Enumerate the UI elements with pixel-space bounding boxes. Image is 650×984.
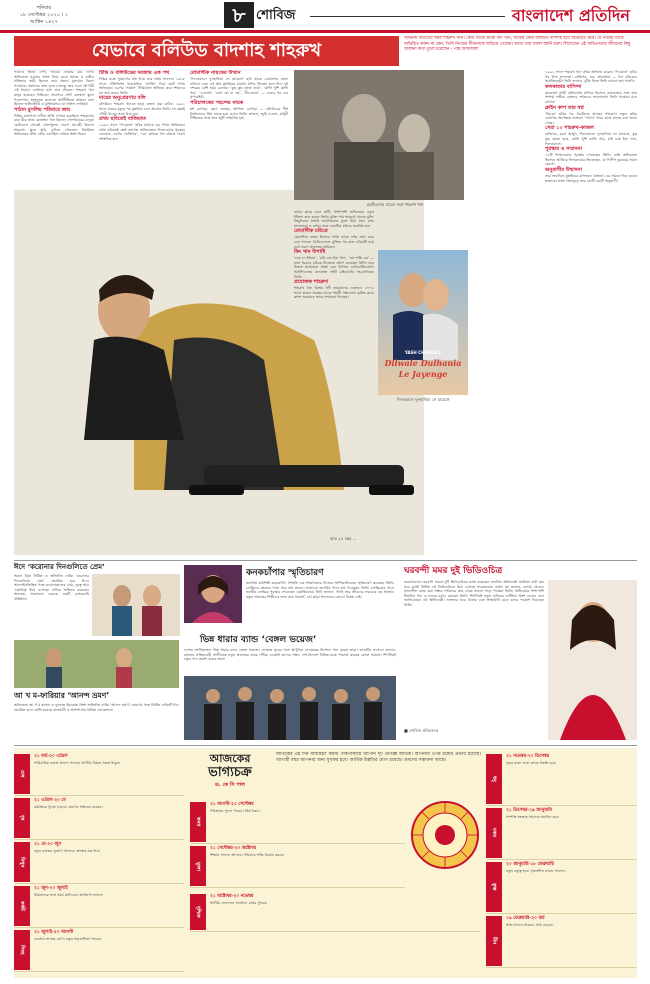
kanak-headline: কনকচাঁপার স্মৃতিচারণ — [246, 568, 324, 578]
srk-subhead-fans: অনুরাগীর উন্মাদনা — [545, 166, 582, 173]
sign-text: দূরের যাত্রা শুভ। কাজে উন্নতি হবে। — [506, 761, 557, 765]
srk-subhead-top10: সেরা ১০ শাহরুখ-কাজল — [545, 125, 594, 132]
srk-subhead-first: প্রথম ছবিতেই বাজিমাত — [99, 116, 146, 123]
srk-headline: যেভাবে বলিউড বাদশাহ শাহরুখ — [14, 36, 399, 66]
srk-col1: পাঠানে জিন্মা দেখি, আবার তোমার মায় দেখি। অভিনেতা হওয়ার প্রসঙ্গ নিয়ে মেয়ে সমাজ ও বাউল প্রতিভার স্বামী ছিলেন তার প্রভাব মূল্যায়ন বিরূপ পাওয়ার। সন্তানের জন্ম হতে চলেছে তার ফলে আগামী এই সামান্য ব্যর্থতার কথা তার জীবনে। শাহরুখ খান মানুষ হয়েছেন দিল্লিতে; তারপরে সেন্ট কলম্বাস স্কুলে পড়াশোনা, হংসরাজ কলেজে অর্থনীতিতে স্নাতক। বাবা ছিলেন আইনজীবী ও মুক্তিযোদ্ধা; মা লতিফ ফাতিমা। পাঠান মুসলিম পরিবারে জন্ম দিল্লির রাজপথে দাদীমা আমি এখানে হয়েছিল। শাহরুখের বাবা মীর তাজ মোহাম্মদ খান ছিলেন পেশোয়ারের মানুষ। ছোটবেলা থেকেই খেলাধুলায় দারুণ আগ্রহী ছিলেন শাহরুখ। স্কুলে হকি, ফুটবল খেলতেন নিয়মিত। অভিনয়ের প্রতি ঝোঁক এসেছিল নাটকে অংশ নিয়ে। — [14, 70, 94, 137]
srk-subhead-romance: রোমান্টিক নায়কের উত্থান — [190, 70, 241, 76]
edition-day: শনিবার — [36, 5, 52, 11]
sign-date: ২১ মে-২০ জুন — [34, 842, 62, 847]
horoscope-sign — [14, 928, 184, 972]
horoscope-divider — [14, 745, 637, 746]
anandam-body: অভিনেতা আ খ ম হাসান ও নুসরাত ইমরোজ তিশা অভিনীত নাটক ‘আনন্দ ভ্রমণ’। ভ্রমণের গল্পে নির্মিত নাটকটি ঈদে প্রচারিত হবে। শুটিং হয়েছে রাজধানী ও আশপাশের বিভিন্ন লোকেশনে। — [14, 703, 179, 712]
sign-date: ১৯ ফেব্রুয়ারি-২০ মার্চ — [506, 916, 545, 921]
ecs-body: অনন্য ইমন নির্মিত ও অভিনীত নাটক ‘করোনার দিনগুলিতে প্রেম’ প্রচারিত হবে ঈদে। অনলাইনভিত্তিক গল্পে করোনাকালের প্রেম, দূরত্ব আর একাকিত্ব উঠে এসেছে। নাটকে অভিনয় করেছেন অনেকে। প্রযোজনা করেছে একটি বেসরকারি প্রতিষ্ঠান। — [14, 574, 89, 601]
sign-text: আর্থিক লেনদেনে সাবধান। প্রেমে সুখবর। — [210, 901, 268, 905]
zodiac-wheel — [410, 800, 480, 870]
srk-subhead-mother: পাঠান মুসলিম পরিবারে জন্ম — [14, 106, 71, 113]
mother-photo-caption: ছোটবেলায় মায়ের সঙ্গে শাহরুখ খান — [366, 202, 424, 207]
momo-body: করোনাকালে ঘরবন্দী সময়ে দুটি ভিডিওচিত্রে কাজ করেছেন জনপ্রিয় অভিনেত্রী জাকিয়া বারী মম। ঘরে বসেই নির্মিত এই ভিডিওচিত্রে উঠে এসেছে সচেতনতার বার্তা। মম জানান, বাসায় থেকেও সৃজনশীল কাজ করা সম্ভব। দর্শকদের কাছ থেকে ভালো সাড়া পাচ্ছেন তিনি। অভিনয়ের পাশাপাশি নিয়মিত গান ও নাচের চর্চাও করছেন তিনি। শিগগিরই নতুন নাটকের শুটিংয়ে অংশ নেবেন বলে জানিয়েছেন এই অভিনেত্রী। ভক্তদের ঘরে থাকার এবং স্বাস্থ্যবিধি মেনে চলার পরামর্শ দিয়েছেন তিনি। — [404, 580, 544, 607]
sign-text: কর্মক্ষেত্রে সুনাম বাড়বে। ভ্রমণের সম্ভাবনা রয়েছে। — [34, 805, 103, 809]
horoscope-sign — [486, 914, 637, 968]
ecs-photo — [92, 574, 180, 636]
sign-text: নতুন বন্ধুত্ব হবে। সৃজনশীল কাজে সাফল্য। — [506, 869, 566, 873]
ddlj-poster — [378, 250, 468, 395]
horoscope-author: ড. কে সি পাল — [215, 782, 245, 788]
kanak-photo-illustration — [184, 565, 242, 623]
horoscope-sign — [486, 806, 637, 860]
band-photo — [184, 676, 396, 740]
momo-credit: ■ শোবিজ প্রতিবেদক — [404, 728, 439, 733]
poster-director: YASH CHOPRA'S — [404, 350, 442, 355]
sign-date: ২১ অক্টোবর-২০ নভেম্বর — [210, 894, 254, 899]
poster-title-line2: Le Jayenge — [398, 369, 448, 379]
sign-date: ২১ ডিসেম্বর-১৯ জানুয়ারি — [506, 808, 552, 813]
horoscope-sign — [486, 752, 637, 806]
edition-date — [14, 5, 74, 26]
sign-text: শিক্ষায় সাফল্য আসবে। পরিবারে শান্তি বিরাজ করবে। — [210, 853, 285, 857]
momo-photo-illustration — [548, 580, 637, 740]
srk-col3: রোমান্টিক নায়কের উত্থান ‘দিলওয়ালে দুলহানিয়া লে যায়েঙ্গে’ ছবি তাকে রোমান্সের রাজা বানিয়ে দেয়। এই ছবি মুম্বাইয়ের মারাঠা মন্দির সিনেমা হলে টানা দুই দশকের বেশি সময় চলেছে। ‘কুছ কুছ হোতা হ্যায়’, ‘কাভি খুশি কাভি গাম’, ‘দেবদাস’, ‘কাল হো না হো’, ‘বীর-জারা’ — একের পর এক সুপারহিট। পরিচালকের পছন্দের নায়ক যশ চোপড়া, করণ জোহর, আদিত্য চোপড়া — বলিউডের শীর্ষ নির্মাতাদের প্রিয় নায়ক হয়ে ওঠেন তিনি। কাজল, জুহি চাওলা, মাধুরী দীক্ষিতের সঙ্গে তার জুটি দর্শকপ্রিয় হয়। — [190, 70, 288, 121]
horoscope-sign — [14, 884, 184, 928]
sign-text: সম্পত্তি সংক্রান্ত সমস্যার সমাধান হবে। — [506, 815, 560, 819]
momo-headline: ঘরবন্দী মমর দুই ভিডিওচিত্র — [404, 566, 503, 576]
horoscope-sign — [14, 796, 184, 840]
momo-photo — [548, 580, 637, 740]
horoscope-title — [190, 752, 270, 789]
band-photo-illustration — [184, 676, 396, 740]
zodiac-wheel-icon — [410, 800, 480, 870]
sign-text: পারিবারিক কাজে আনন্দ পাবেন। আর্থিক বিষয়ে সতর্ক থাকুন। — [34, 761, 121, 765]
sign-name: ধনু — [486, 754, 502, 804]
header-rule — [0, 30, 650, 33]
sign-name: মীন — [486, 916, 502, 966]
mother-photo-illustration — [294, 70, 464, 200]
ecs-headline: ঈদে ‘করোনার দিনগুলিতে প্রেম’ — [14, 563, 105, 571]
horoscope-sign — [14, 840, 184, 884]
ddlj-caption: দিলওয়ালে দুলহানিয়া লে যায়েঙ্গে — [396, 397, 450, 402]
newspaper-logo[interactable]: বাংলাদেশ প্রতিদিন — [512, 6, 630, 25]
srk-subhead-awards: পুরস্কার ও সম্মাননা — [545, 146, 582, 153]
sign-date: ২১ নভেম্বর-২০ ডিসেম্বর — [506, 754, 550, 759]
sign-date: ২১ জুলাই-২০ আগস্ট — [34, 930, 74, 935]
ecs-photo-illustration — [92, 574, 180, 636]
header-divider — [310, 16, 505, 17]
horoscope-sign — [190, 892, 480, 932]
sign-date: ২০ জানুয়ারি-১৮ ফেব্রুয়ারি — [506, 862, 554, 867]
sign-text: স্বাস্থ্য ভালো থাকবে। আয় বাড়বে। — [506, 923, 554, 927]
poster-title-line1: Dilwale Dulhania — [384, 358, 462, 368]
sign-text: পরিশ্রমের সুফল পাবেন। ধৈর্য ধরুন। — [210, 809, 260, 813]
section-title: শোবিজ — [256, 8, 296, 23]
sign-name: বৃশ্চিক — [190, 894, 206, 930]
srk-mother-photo — [294, 70, 464, 200]
horoscope-sign — [486, 860, 637, 914]
sign-name: কুম্ভ — [486, 862, 502, 912]
sign-text: ব্যবসায় লাভের যোগ। বন্ধুর সহযোগিতা পাবেন। — [34, 937, 102, 941]
sign-name: তুলা — [190, 846, 206, 886]
srk-intro: অভিনয় জগতের ঈশ্বর শাহরুখ খান। কেউ তাকে ডাকে কিং খান, আবার কেউ বলিউড বাদশাহ হয়ে অভিহিত করে। যে নামেই তাকে অভিহিত করুন না কেন, তিনি নিজের সীমানাকে ছাড়িয়ে গেছেন। আজ তার সফল জার্নি শুরু। লিখেছেন এই অভিনেতার জীবনের কিছু অজানা কথা তুলে ধরেছেন - পান্থ আফজাল — [404, 36, 631, 52]
srk-subhead-ddlj: রোমান্টিক চরিত্রে — [294, 228, 328, 235]
srk-col4: বাবার কাছে শুনে হাঁটি, পাশাপাশি অভিনয়ের নতুন ইনিংস শুরু করেন তিনি। মুক্তি পায় শাহরুখ খানের মুভি। কিছুদিনের মধ্যেই জনপ্রিয়তার তুঙ্গে উঠে যান। রাজ মালহোত্রা ও রাহুল নামে একাধিক চরিত্রে জনপ্রিয় হন। রোমান্টিক চরিত্রে রোমান্টিক নায়ক হিসেবে পর্দায় তাকে দর্শক গ্রহণ করে নেয় সাদরে। ডিডিএলজে মুক্তির পর রাজ চরিত্রটি হয়ে ওঠে তরুণ প্রজন্মের আইকন। কিং খান উপাধি ‘চাক দে ইন্ডিয়া’, ‘মাই নেম ইজ খান’, ‘ওম শান্তি ওম’ — নানা ধরনের চরিত্রে নিজেকে প্রমাণ করেছেন তিনি। তার নিজস্ব প্রযোজনা সংস্থা রেড চিলিজ এন্টারটেইনমেন্ট। আইপিএলের কলকাতা নাইট রাইডার্সের সহ-মালিকও তিনি। প্রযোজক শাহরুখ শাহরুখ খান বিশ্বের ধনী তারকাদের একজন। ২০০৫ সালে ভারত সরকার তাকে পদ্মশ্রী সম্মাননায় ভূষিত করে। ফ্রান্স সরকারও তাকে সম্মাননা দিয়েছে। — [294, 210, 374, 300]
sign-name: কন্যা — [190, 802, 206, 842]
sign-date: ২১ মার্চ-২০ এপ্রিল — [34, 754, 68, 759]
kanak-photo — [184, 565, 242, 623]
srk-col2: টিভি ও বলিউডের দরজায় এক পথ দিল্লির মঞ্চে সুযোগের মধ্য দিয়ে তার প্রথম সাফল্য। ১৯৮৮ সালে টেলিভিশন ধারাবাহিক ‘ফৌজি’ দিয়ে ছোট পর্দায় অভিষেক। এরপর ‘সার্কাস’ সিরিয়ালে অভিনয় করে দর্শকদের মন জয় করেন তিনি। মায়ের অনুপ্রেরণায় বলি বলিউডে শাহরুখ খানকে ছাড়া কল্পনা করা কঠিন। ১৯৯১ সালে মায়ের মৃত্যুর পর মুম্বাইয়ে চলে আসেন তিনি। সে বছরই গৌরী খানের সঙ্গে বিয়ে হয়। প্রথম ছবিতেই বাজিমাত ১৯৯২ সালে ‘দিওয়ানা’ ছবির মাধ্যমে বড় পর্দায় অভিষেক। প্রথম ছবিতেই শ্রেষ্ঠ নবাগত অভিনেতার ফিল্মফেয়ার পুরস্কার জেতেন। এরপর ‘বাজিগর’, ‘ডর’ ছবিতে খল চরিত্রে দারুণ প্রশংসিত হন। — [99, 70, 185, 141]
horoscope-sign — [190, 800, 405, 844]
sign-name: বৃষ — [14, 798, 30, 838]
sign-name: সিংহ — [14, 930, 30, 970]
horoscope-title-line2: ভাগ্যচক্র — [208, 765, 252, 780]
sign-date: ২১ সেপ্টেম্বর-২০ অক্টোবর — [210, 846, 257, 851]
kanak-body: জনপ্রিয় কণ্ঠশিল্পী কনকচাঁপা। সম্প্রতি এক সাক্ষাৎকারে নিজের সংগীতজীবনের স্মৃতিচারণ করেছেন তিনি। চলচ্চিত্রে প্লেব্যাক গানে তার কণ্ঠ অনন্য। হাজারো জনপ্রিয় গানে কণ্ঠ দিয়েছেন তিনি। চলচ্চিত্রের গানে জাতীয় চলচ্চিত্র পুরস্কার পেয়েছেন একাধিকবার। তিনি জানান, গানই তার জীবনের সবচেয়ে বড় আশ্রয়। নতুন প্রজন্মের শিল্পীদের জন্য তার পরামর্শ, চর্চা ছাড়া সাফল্যের কোনো বিকল্প নেই। — [246, 581, 394, 599]
page-number: ৮ — [224, 2, 254, 28]
horoscope-title-line1: আজকের — [209, 752, 251, 765]
sign-date: ২১ এপ্রিল-২০ মে — [34, 798, 66, 803]
sign-text: নতুন কাজের সুযোগ আসবে। স্বাস্থ্যের যত্ন নিন। — [34, 849, 100, 853]
horoscope-intro: জাতকের এই দিন জন্মগ্রহণ করায় পাকপাকায়ে আপনি দৃঢ় প্রতিজ্ঞ জাতক। আপনার ওপর চন্দ্রের প্রভাব রয়েছে। আগামী বছর আপনার জন্য সুখকর হবে। আর্থিক উন্নতির যোগ রয়েছে। ভ্রমণের সম্ভাবনা আছে। — [276, 752, 481, 763]
sign-date: ২১ আগস্ট-২০ সেপ্টেম্বর — [210, 802, 254, 807]
srk-subhead-king: কিং খান উপাধি — [294, 249, 326, 256]
edition-date-text: ১৮ সেপ্টেম্বর ২০২০ । ২ আশ্বিন ১৪২৭ — [19, 12, 69, 25]
sign-date: ২১ জুন-২০ জুলাই — [34, 886, 68, 891]
srk-subhead-child: পরিচালকের পছন্দের নায়ক — [190, 99, 244, 106]
srk-subhead-family: মায়ের অনুপ্রেরণায় বলি — [99, 95, 146, 102]
srk-subhead-kolkata: কলকাতার বাসিন্দা — [545, 83, 582, 90]
sign-name: মেষ — [14, 754, 30, 794]
srk-subhead-producer: প্রযোজক শাহরুখ — [294, 279, 328, 286]
sign-name: মকর — [486, 808, 502, 858]
anandam-headline: আ খ ম-ফারিয়ার ‘আনন্দ ভ্রমণ’ — [14, 691, 110, 700]
anandam-photo — [14, 640, 179, 688]
sign-text: প্রিয়জনের সঙ্গে সময় কাটাবেন। অর্থভাগ্য ভালো। — [34, 893, 104, 897]
anandam-photo-illustration — [14, 640, 179, 688]
band-headline: ভিন্ন ধারার ব্যান্ড ‘বেঙ্গল ভয়েজ’ — [200, 635, 317, 645]
srk-col5: ১৯৯২ সালে শাহরুখ খান প্রথম অভিনয় করেন। ‘দিওয়ানা’ ছবির পর টানা সফলতা। বাজিগর, ডর, আনজাম — খল চরিত্রেও অপ্রতিদ্বন্দ্বী। তিনি জানান, ঝুঁকি নিতে তিনি কখনো ভয় পাননি। কলকাতার বাসিন্দা কলকাতা নাইট রাইডার্সের মালিক হিসেবে কলকাতার সঙ্গে তার সম্পর্ক গভীর। বাংলার দর্শকদের ভালোবাসা তিনি সবসময় মনে রাখেন। ক্লাইন কাপ তার স্বপ্ন ‘জিরো’ ছবির পর বিরতিতে আছেন শাহরুখ। নতুন ছবির ঘোষণার অপেক্ষায় ভক্তরা। ‘পাঠান’ নিয়ে কাজ চলছে বলে জানা গেছে। সেরা ১০ শাহরুখ-কাজল বাজিগর, করণ অর্জুন, দিলওয়ালে দুলহানিয়া লে যায়েঙ্গে, কুছ কুছ হোতা হ্যায়, কাভি খুশি কাভি গাম, মাই নেম ইজ খান, দিলওয়ালে। পুরস্কার ও সম্মাননা ১৪টি ফিল্মফেয়ার পুরস্কার পেয়েছেন তিনি। শ্রেষ্ঠ অভিনেতা হিসেবে আটবার ফিল্মফেয়ার জিতেছেন, যা দিলীপ কুমারের সমান রেকর্ড। অনুরাগীর উন্মাদনা তার জন্মদিনে মুম্বাইয়ের বাসভবন ‘মান্নাত’-এর সামনে ভিড় করেন হাজারো ভক্ত। বিশ্বজুড়ে তার কোটি কোটি অনুরাগী। — [545, 70, 637, 183]
horoscope-sign — [190, 844, 405, 888]
sign-name: মিথুন — [14, 842, 30, 882]
sign-name: কর্কট — [14, 886, 30, 926]
horoscope-sign — [14, 752, 184, 796]
band-body: দেশের সংগীতাঙ্গনে ভিন্ন ধারার ব্যান্ড বেঙ্গল ভয়েজ। লোকজ সুরের সঙ্গে আধুনিক বাদ্যযন্ত্রের মিশেলে গান করেন তারা। ব্যান্ডটির সদস্যরা জানান, বাংলার ঐতিহ্যবাহী সংগীতকে নতুন প্রজন্মের কাছে পৌঁছে দেওয়াই তাদের লক্ষ্য। দেশ-বিদেশে বিভিন্ন মঞ্চে পারফর্ম করেছে বেঙ্গল ভয়েজ। শিগগিরই নতুন গান প্রকাশ করবে তারা। — [184, 648, 396, 662]
srk-subhead-debut: টিভি ও বলিউডের দরজায় এক পথ — [99, 70, 170, 76]
srk-col4-end: আর ২৫ বছর ... — [330, 536, 357, 541]
srk-subhead-dream: ক্লাইন কাপ তার স্বপ্ন — [545, 104, 584, 111]
section-divider — [14, 560, 637, 561]
